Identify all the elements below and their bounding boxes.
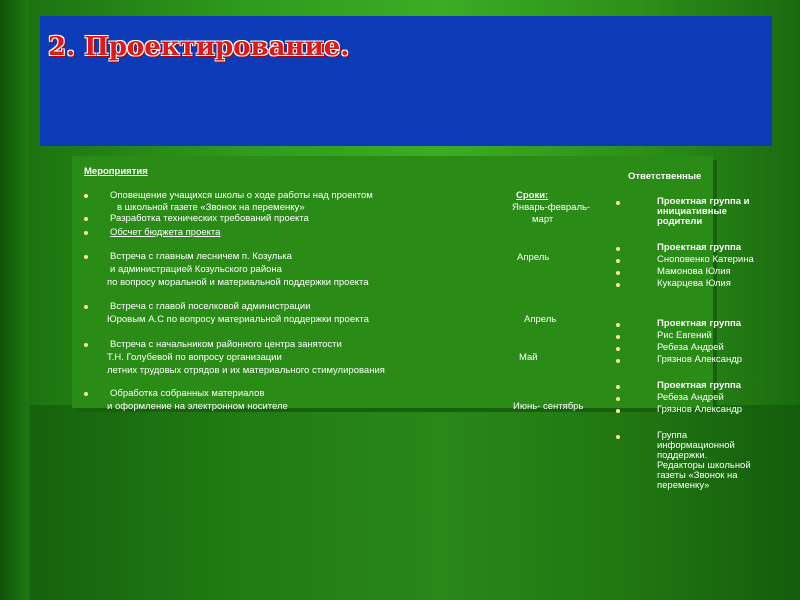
page-title: 2. Проектирование. [48, 32, 350, 62]
responsible-entry: Кукарцева Юлия [657, 278, 731, 289]
deadline: Январь-февраль- [512, 202, 591, 213]
bullet [84, 343, 88, 347]
deadline: Май [519, 352, 538, 363]
responsible-entry: Проектная группа [657, 380, 742, 391]
responsibles-heading: Ответственные [628, 171, 702, 182]
bullet [616, 397, 620, 401]
responsible-entry: Проектная группа [657, 242, 742, 253]
bullet [84, 392, 88, 396]
bullet [616, 359, 620, 363]
responsible-entry: Ребеза Андрей [657, 342, 724, 353]
activity-line: Т.Н. Голубевой по вопросу организации [107, 352, 282, 363]
activity-line: в школьной газете «Звонок на переменку» [117, 202, 305, 213]
deadline: Апрель [517, 252, 550, 263]
activity-line: по вопросу моральной и материальной поддержки проекта [107, 277, 369, 288]
responsible-entry: Проектная группа и инициативные родители [657, 196, 750, 227]
activities-heading: Мероприятия [84, 166, 148, 177]
activity-line: и администрацией Козульского района [110, 264, 282, 275]
bullet [616, 283, 620, 287]
bullet [84, 194, 88, 198]
responsible-entry: Сноповенко Катерина [657, 254, 754, 265]
activities-panel [72, 156, 713, 412]
bullet [616, 201, 620, 205]
activity-line: Встреча с главой поселковой администрации [110, 301, 311, 312]
bullet [84, 305, 88, 309]
activity-line: Обсчет бюджета проекта [110, 227, 221, 238]
activities-column [72, 156, 632, 412]
bullet [84, 255, 88, 259]
deadline: Апрель [524, 314, 557, 325]
bullet [616, 247, 620, 251]
activity-line: Встреча с начальником районного центра занятости [110, 339, 342, 350]
deadline: Июнь- сентябрь [513, 401, 584, 412]
responsible-entry: Проектная группа [657, 318, 742, 329]
activity-line: Встреча с главным лесничем п. Козулька [110, 251, 292, 262]
bullet [616, 271, 620, 275]
bullet [616, 385, 620, 389]
responsible-entry: Группа информационной поддержки. Редакторы школьной газеты «Звонок на переменку» [657, 430, 751, 491]
responsible-entry: Ребеза Андрей [657, 392, 724, 403]
activity-line: Юровым А.С по вопросу материальной поддержки проекта [107, 314, 369, 325]
left-stripe [0, 0, 28, 600]
bullet [616, 335, 620, 339]
bullet [84, 217, 88, 221]
activity-line: Разработка технических требований проекта [110, 213, 309, 224]
responsible-entry: Грязнов Александр [657, 354, 743, 365]
activity-line: и оформление на электронном носителе [107, 401, 288, 412]
bullet [616, 435, 620, 439]
responsible-entry: Грязнов Александр [657, 404, 743, 415]
deadline: март [532, 214, 554, 225]
bullet [616, 347, 620, 351]
bullet [616, 409, 620, 413]
bullet [84, 231, 88, 235]
responsible-entry: Мамонова Юлия [657, 266, 731, 277]
title-banner [40, 16, 772, 146]
bullet [616, 323, 620, 327]
activity-line: Оповещение учащихся школы о ходе работы над проектом [110, 190, 373, 201]
activity-line: летних трудовых отрядов и их материального стимулирования [107, 365, 385, 376]
responsible-entry: Рис Евгений [657, 330, 712, 341]
deadlines-heading: Сроки: [516, 190, 549, 201]
activity-line: Обработка собранных материалов [110, 388, 265, 399]
bullet [616, 259, 620, 263]
